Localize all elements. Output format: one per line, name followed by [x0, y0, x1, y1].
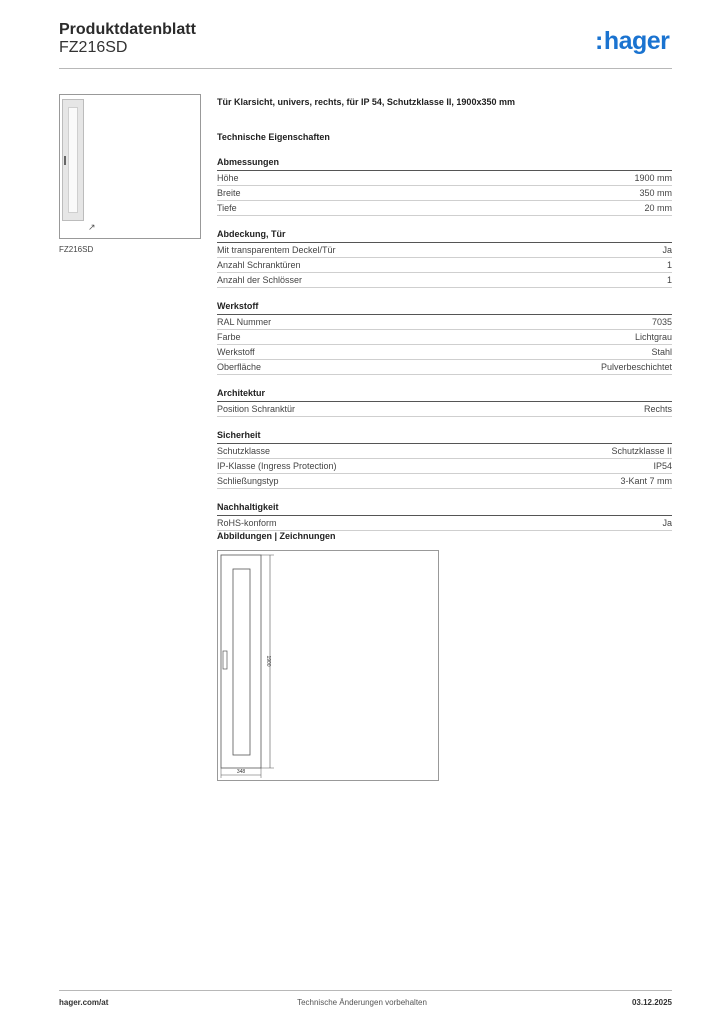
section-sicherheit [217, 429, 672, 489]
width-dimension-label: 348 [236, 769, 246, 775]
header-divider [59, 68, 672, 69]
spec-value: Ja [662, 245, 672, 255]
spec-label: Farbe [217, 332, 241, 342]
footer-divider [59, 990, 672, 991]
spec-value: 1900 mm [634, 173, 672, 183]
spec-row [217, 315, 672, 330]
spec-label: Schließungstyp [217, 476, 279, 486]
footer-notice: Technische Änderungen vorbehalten [297, 998, 427, 1007]
spec-value: 7035 [651, 317, 672, 327]
logo-colon-icon: : [595, 27, 603, 55]
product-code: FZ216SD [59, 39, 128, 56]
figures-heading: Abbildungen | Zeichnungen [217, 531, 336, 541]
spec-value: 1 [666, 260, 672, 270]
spec-row [217, 330, 672, 345]
spec-row [217, 243, 672, 258]
spec-value: IP54 [653, 461, 672, 471]
section-heading: Sicherheit [217, 429, 672, 444]
spec-value: Schutzklasse II [611, 446, 672, 456]
section-abdeckung [217, 228, 672, 288]
spec-label: RAL Nummer [217, 317, 272, 327]
spec-value: 3-Kant 7 mm [620, 476, 672, 486]
spec-label: Breite [217, 188, 241, 198]
section-architektur [217, 387, 672, 417]
section-werkstoff [217, 300, 672, 375]
spec-label: Werkstoff [217, 347, 255, 357]
spec-row [217, 258, 672, 273]
spec-value: Rechts [643, 404, 672, 414]
product-thumbnail [59, 94, 201, 239]
spec-label: Position Schranktür [217, 404, 296, 414]
door-drawing [218, 551, 440, 782]
spec-label: Höhe [217, 173, 239, 183]
spec-row [217, 186, 672, 201]
section-heading: Abdeckung, Tür [217, 228, 672, 243]
spec-row [217, 516, 672, 531]
spec-value: Stahl [651, 347, 672, 357]
zoom-arrow-icon: ↗ [88, 222, 96, 232]
height-dimension-label: 1900 [265, 655, 271, 667]
spec-value: Ja [662, 518, 672, 528]
thumbnail-caption: FZ216SD [59, 245, 94, 254]
page-title: Produktdatenblatt [59, 21, 196, 38]
main-content [217, 95, 672, 531]
door-window [68, 107, 78, 213]
footer-date: 03.12.2025 [631, 998, 672, 1007]
spec-row [217, 459, 672, 474]
hager-logo [595, 27, 669, 56]
spec-value: Pulverbeschichtet [600, 362, 672, 372]
section-heading: Abmessungen [217, 156, 672, 171]
door-thumbnail-icon [62, 99, 84, 221]
technical-heading: Technische Eigenschaften [217, 132, 330, 142]
spec-row [217, 171, 672, 186]
section-heading: Nachhaltigkeit [217, 501, 672, 516]
logo-text: hager [603, 27, 670, 55]
product-description: Tür Klarsicht, univers, rechts, für IP 54, Schutzklasse II, 1900x350 mm [217, 97, 515, 107]
spec-row [217, 201, 672, 216]
door-window-outline [233, 569, 250, 755]
spec-label: RoHS-konform [217, 518, 277, 528]
spec-label: Anzahl Schranktüren [217, 260, 301, 270]
spec-row [217, 444, 672, 459]
door-lock-outline [223, 651, 227, 669]
spec-row [217, 402, 672, 417]
technical-drawing [217, 550, 439, 781]
spec-row [217, 345, 672, 360]
section-heading: Architektur [217, 387, 672, 402]
section-nachhaltigkeit [217, 501, 672, 531]
spec-row [217, 474, 672, 489]
spec-label: Oberfläche [217, 362, 262, 372]
spec-row [217, 360, 672, 375]
door-handle [64, 156, 66, 165]
spec-label: Mit transparentem Deckel/Tür [217, 245, 336, 255]
spec-value: 350 mm [639, 188, 672, 198]
section-abmessungen [217, 156, 672, 216]
spec-label: IP-Klasse (Ingress Protection) [217, 461, 337, 471]
spec-label: Schutzklasse [217, 446, 271, 456]
spec-label: Tiefe [217, 203, 237, 213]
spec-value: 1 [666, 275, 672, 285]
section-heading: Werkstoff [217, 300, 672, 315]
spec-value: 20 mm [644, 203, 672, 213]
footer-website-link[interactable]: hager.com/at [59, 998, 109, 1007]
spec-value: Lichtgrau [634, 332, 672, 342]
spec-row [217, 273, 672, 288]
spec-label: Anzahl der Schlösser [217, 275, 303, 285]
